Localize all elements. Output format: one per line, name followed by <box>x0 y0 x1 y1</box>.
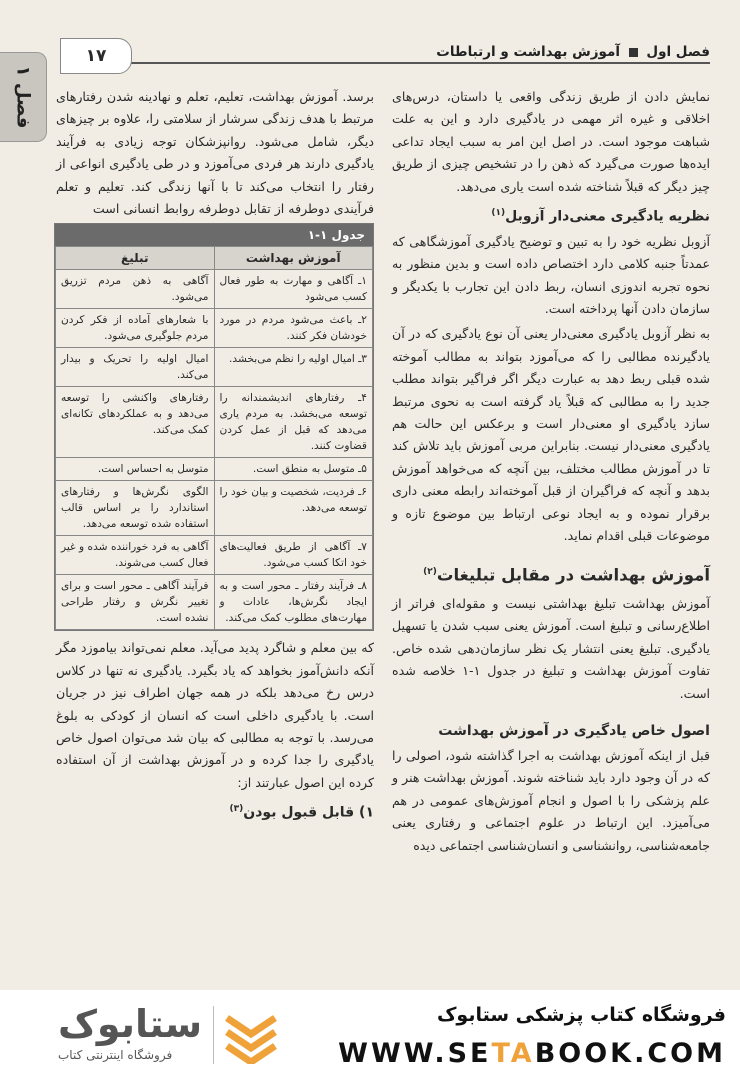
side-tab-label: فصل ۱ <box>12 65 34 129</box>
heading-text: ۱) قابل قبول بودن <box>243 804 374 821</box>
shop-name: فروشگاه کتاب پزشکی ستابوک <box>436 1004 726 1026</box>
header-rule <box>60 62 710 64</box>
table-row <box>56 536 373 575</box>
paragraph: آزوبل نظریه خود را به تبین و توضیح یادگیری آموزشگاهی که عمدتاً جنبه کلامی دارد اختصاص داده است و بدین منظور به نحوه تجربه اندوزی انسان، ربط دادن این تجارب با یکدیگر و سازمان دادن آنها پرداخته است. <box>392 233 710 316</box>
table-row <box>56 309 373 348</box>
table-row <box>56 387 373 458</box>
paragraph: آموزش بهداشت تبلیغ بهداشتی نیست و مقوله‌ای فراتر از اطلاع‌رسانی و تبلیغ است. آموزش یعنی سبب شدن یا تسهیل یادگیری. تبلیغ یعنی انتشار یک نظر سازمان‌دهی شده خاص. تفاوت آموزش بهداشت و تبلیغ در جدول ۱-۱ خلاصه شده است. <box>392 595 710 701</box>
cell-promotion: متوسل به احساس است. <box>56 458 215 481</box>
footer-banner <box>0 990 740 1080</box>
cell-promotion: رفتارهای واکنشی را توسعه می‌دهد و به عملکردهای تکانه‌ای کمک می‌کند. <box>56 387 215 458</box>
chapter-side-tab <box>0 52 47 142</box>
cell-health: ۳ـ امیال اولیه را نظم می‌بخشد. <box>214 348 373 387</box>
left-column <box>56 86 374 827</box>
logo-subtitle: فروشگاه اینترنتی کتاب <box>58 1048 173 1062</box>
cell-promotion: فرآیند آگاهی ـ محور است و برای تغییر نگرش و رفتار طراحی نشده است. <box>56 575 215 630</box>
paragraph: به نظر آزوبل یادگیری معنی‌دار یعنی آن نوع یادگیری که در آن یادگیرنده مطالبی را که می‌آموزد بتواند به مطالب آموخته شده قبلی ربط دهد به عبارت دیگر اگر فراگیر بتواند مطلب جدید را به مطالبی که قبلاً یاد گرفته است به نحوی مرتبط سازد یادگیری او معنی‌دار است و برعکس این حالت هم یادگیری معنی‌دار نیست. بنابراین مربی آموزش باید تلاش کند تا در آموزش مطالب مختلف، بین آنچه که می‌خواهد آموزش بدهد و آنچه که فراگیران از قبل آموخته‌اند رابطه معنی داری برقرار نموده و به ایجاد نوعی ارتباط بین موضوع تازه و موضوعات قبلی اقدام نماید. <box>392 326 710 543</box>
logo-divider <box>213 1006 214 1064</box>
table-row <box>56 481 373 536</box>
cell-health: ۲ـ باعث می‌شود مردم در مورد خودشان فکر کنند. <box>214 309 373 348</box>
table-header-row <box>56 247 373 270</box>
right-column <box>392 86 710 860</box>
heading-learning-principles: اصول خاص یادگیری در آموزش بهداشت <box>438 722 710 739</box>
column-header-health: آموزش بهداشت <box>214 247 373 270</box>
logo-brand-text: ستابوک <box>58 1002 203 1046</box>
table-caption: جدول ۱-۱ <box>55 224 373 246</box>
page-header <box>60 38 710 72</box>
paragraph: برسد. آموزش بهداشت، تعلیم، تعلم و نهادینه شدن رفتارهای مرتبط با هدف زندگی سرشار از سلامتی را، علاوه بر چیزهای دیگر، شامل می‌شود. روانپزشکان توجه زیادی به فرآیند یادگیری دارند هر فردی می‌آموزد و در طی یادگیری انواعی از رفتار را انتخاب می‌کند تا با آنها زندگی کند. تعلیم و تعلم فرآیندی دوطرفه از تقابل دوطرفه روابط انسانی است <box>56 89 374 217</box>
setabook-logo <box>18 1000 283 1072</box>
comparison-table <box>54 223 374 631</box>
cell-promotion: امیال اولیه را تحریک و بیدار می‌کند. <box>56 348 215 387</box>
page-number: ۱۷ <box>60 38 132 74</box>
cell-health: ۷ـ آگاهی از طریق فعالیت‌های خود اتکا کسب می‌شود. <box>214 536 373 575</box>
heading-acceptability <box>56 797 374 825</box>
cell-promotion: آگاهی به فرد خوراننده شده و غیر فعال کسب می‌شوند. <box>56 536 215 575</box>
heading-ausubel <box>392 201 710 229</box>
table-body <box>55 246 373 630</box>
paragraph: قبل از اینکه آموزش بهداشت به اجرا گذاشته شود، اصولی را که در آن وجود دارد باید شناخته شوند. آموزش بهداشت هنر و علم پزشکی را با اصول و انجام آموزش‌های عمومی در هم می‌آمیزد. این ارتباط در علوم اجتماعی و رفتاری یعنی جامعه‌شناسی، روانشناسی و انسان‌شناسی اجتماعی دیده <box>392 747 710 853</box>
heading-health-vs-promotion <box>392 559 710 589</box>
footnote-ref: (۳) <box>229 804 244 815</box>
table-row <box>56 348 373 387</box>
url-accent: TA <box>491 1038 535 1069</box>
cell-promotion: با شعارهای آماده از فکر کردن مردم جلوگیری می‌شود. <box>56 309 215 348</box>
chapter-title: فصل اول <box>646 44 710 60</box>
url-part: WWW.SE <box>338 1038 492 1069</box>
column-header-promotion: تبلیغ <box>56 247 215 270</box>
cell-health: ۱ـ آگاهی و مهارت به طور فعال کسب می‌شود <box>214 270 373 309</box>
heading-text: آموزش بهداشت در مقابل تبلیغات <box>436 565 710 585</box>
heading-text: نظریه یادگیری معنی‌دار آزوبل <box>505 208 710 225</box>
footnote-ref: (۱) <box>491 208 506 219</box>
cell-health: ۸ـ فرآیند رفتار ـ محور است و به ایجاد نگرش‌ها، عادات و مهارت‌های مطلوب کمک می‌کند. <box>214 575 373 630</box>
footnote-ref: (۲) <box>423 567 437 578</box>
square-bullet-icon <box>629 48 638 57</box>
paragraph: که بین معلم و شاگرد پدید می‌آید. معلم نمی‌تواند بیاموزد مگر آنکه دانش‌آموز بخواهد که یاد بگیرد. یادگیری نه تنها در کلاس درس رخ می‌دهد بلکه در همه جهان اطراف نیز در جریان است. با یادگیری داخلی است که انسان از کودکی به بلوغ می‌رسد. با توجه به مطالبی که بیان شد می‌توان اصول خاص یادگیری را جدا کرده و در آموزش بهداشت از آن استفاده کرده این اصول عبارتند از: <box>56 640 374 790</box>
section-title: آموزش بهداشت و ارتباطات <box>436 44 620 60</box>
cell-promotion: آگاهی به ذهن مردم تزریق می‌شود. <box>56 270 215 309</box>
table-row <box>56 575 373 630</box>
website-url[interactable] <box>338 1038 726 1069</box>
url-part: BOOK.COM <box>534 1038 726 1069</box>
paragraph: نمایش دادن از طریق زندگی واقعی یا داستان، درس‌های اخلاقی و غیره اثر مهمی در یادگیری دارد و این به علت شباهت موجود است. در اصل این امر به سبب ایجاد تداعی ایده‌ها صورت می‌گیرد که ذهن را در تشخیص چیزی از طریق چیز دیگر که قبلاً شناخته شده است یاری می‌دهد. <box>392 89 710 194</box>
header-title <box>428 44 710 60</box>
table-row <box>56 458 373 481</box>
table-row <box>56 270 373 309</box>
cell-health: ۴ـ رفتارهای اندیشمندانه را توسعه می‌بخشد. به مردم یاری می‌دهد که قبل از عمل کردن قضاوت کنند. <box>214 387 373 458</box>
chevron-logo-icon <box>223 1008 279 1064</box>
cell-health: ۵ـ متوسل به منطق است. <box>214 458 373 481</box>
cell-health: ۶ـ فردیت، شخصیت و بیان خود را توسعه می‌دهد. <box>214 481 373 536</box>
cell-promotion: الگوی نگرش‌ها و رفتارهای استاندارد را بر اساس قالب استفاده شده توسعه می‌دهد. <box>56 481 215 536</box>
